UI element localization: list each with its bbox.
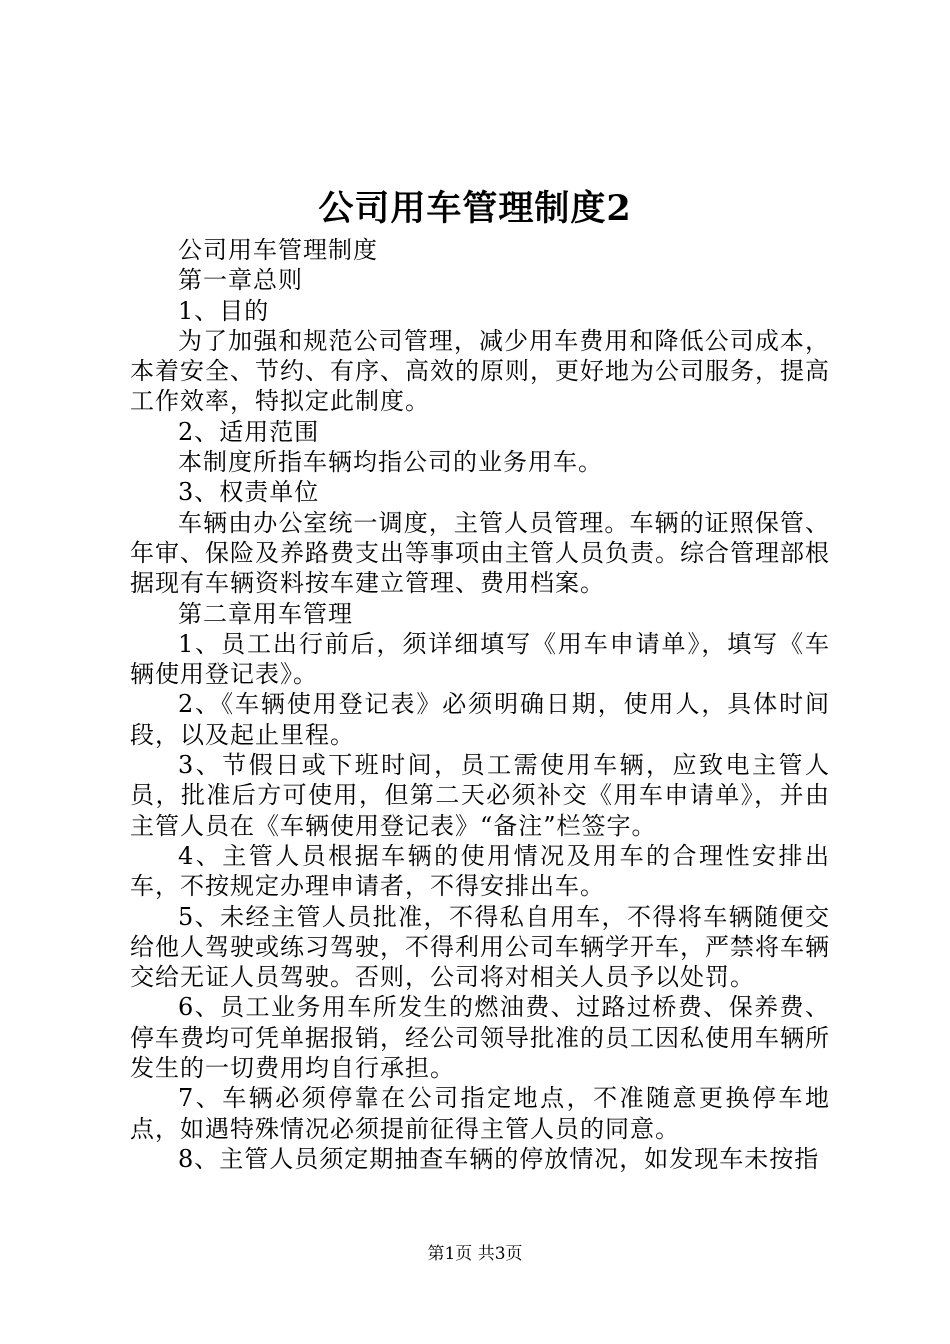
paragraph: 3、节假日或下班时间，员工需使用车辆，应致电主管人员，批准后方可使用，但第二天必须补交《用车申请单》，并由主管人员在《车辆使用登记表》“备注”栏签字。	[130, 751, 830, 840]
section-heading: 1、目的	[178, 296, 270, 325]
chapter-heading: 第二章用车管理	[178, 599, 353, 628]
paragraph: 1、员工出行前后，须详细填写《用车申请单》，填写《车辆使用登记表》。	[130, 629, 830, 689]
paragraph: 6、员工业务用车所发生的燃油费、过路过桥费、保养费、停车费均可凭单据报销，经公司领导批准的员工因私使用车辆所发生的一切费用均自行承担。	[130, 993, 830, 1083]
paragraph: 为了加强和规范公司管理，减少用车费用和降低公司成本，本着安全、节约、有序、高效的原则，更好地为公司服务，提高工作效率，特拟定此制度。	[130, 326, 830, 416]
paragraph: 7、车辆必须停靠在公司指定地点，不准随意更换停车地点，如遇特殊情况必须提前征得主管人员的同意。	[130, 1084, 830, 1143]
section-heading: 3、权责单位	[178, 478, 320, 507]
document-title: 公司用车管理制度2	[318, 188, 632, 229]
document-body	[130, 235, 830, 1174]
page-footer: 第1页 共3页	[427, 1244, 523, 1264]
paragraph: 8、主管人员须定期抽查车辆的停放情况，如发现车未按指	[178, 1144, 820, 1173]
paragraph: 公司用车管理制度	[178, 236, 378, 264]
paragraph: 4、主管人员根据车辆的使用情况及用车的合理性安排出车，不按规定办理申请者，不得安排出车。	[130, 841, 830, 901]
chapter-heading: 第一章总则	[178, 266, 303, 295]
paragraph: 5、未经主管人员批准，不得私自用车，不得将车辆随便交给他人驾驶或练习驾驶，不得利用公司车辆学开车，严禁将车辆交给无证人员驾驶。否则，公司将对相关人员予以处罚。	[130, 902, 830, 992]
paragraph: 车辆由办公室统一调度，主管人员管理。车辆的证照保管、年审、保险及养路费支出等事项由主管人员负责。综合管理部根据现有车辆资料按车建立管理、费用档案。	[130, 508, 830, 598]
paragraph: 2、《车辆使用登记表》必须明确日期，使用人，具体时间段，以及起止里程。	[130, 690, 830, 749]
section-heading: 2、适用范围	[178, 417, 320, 446]
paragraph: 本制度所指车辆均指公司的业务用车。	[178, 448, 603, 477]
